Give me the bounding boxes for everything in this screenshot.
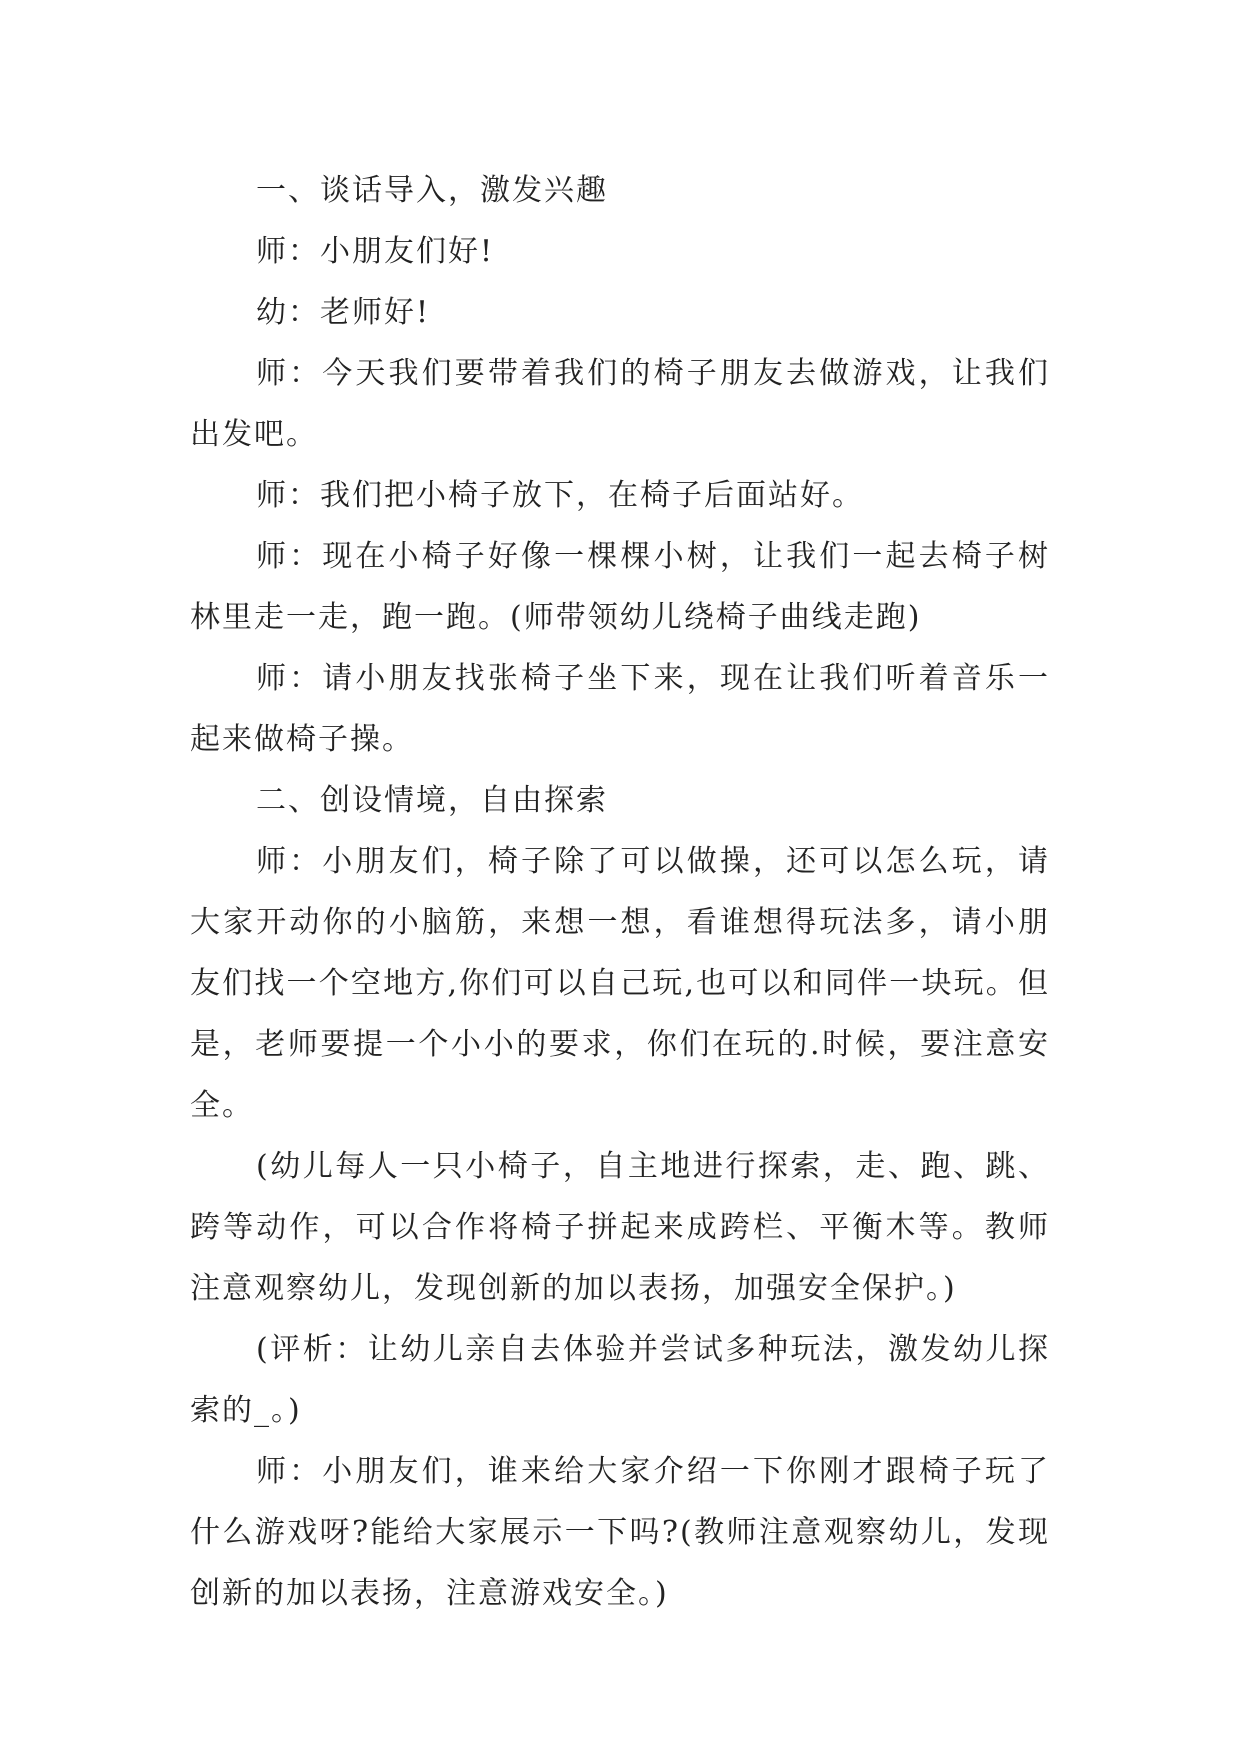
dialogue-line: 师：小朋友们，椅子除了可以做操，还可以怎么玩，请大家开动你的小脑筋，来想一想，看谁想得玩法多，请小朋友们找一个空地方,你们可以自己玩,也可以和同伴一块玩。但是，老师要提一个小小的要求，你们在玩的.时候，要注意安全。 — [190, 844, 1050, 1123]
section-heading-2: 二、创设情境，自由探索 — [256, 783, 608, 818]
section-heading-1: 一、谈话导入，激发兴趣 — [256, 173, 608, 208]
dialogue-line: 师：今天我们要带着我们的椅子朋友去做游戏，让我们出发吧。 — [190, 356, 1050, 452]
activity-note: (幼儿每人一只小椅子，自主地进行探索，走、跑、跳、跨等动作，可以合作将椅子拼起来成跨栏、平衡木等。教师注意观察幼儿，发现创新的加以表扬，加强安全保护。) — [190, 1149, 1050, 1306]
dialogue-line: 师：现在小椅子好像一棵棵小树，让我们一起去椅子树林里走一走，跑一跑。(师带领幼儿绕椅子曲线走跑) — [190, 539, 1050, 635]
dialogue-line: 师：小朋友们好! — [256, 234, 495, 269]
document-body — [190, 160, 1050, 1624]
dialogue-line: 师：我们把小椅子放下，在椅子后面站好。 — [256, 478, 864, 513]
commentary-note: (评析：让幼儿亲自去体验并尝试多种玩法，激发幼儿探索的_。) — [190, 1332, 1050, 1428]
dialogue-line: 幼：老师好! — [256, 295, 431, 330]
dialogue-line: 师：小朋友们，谁来给大家介绍一下你刚才跟椅子玩了什么游戏呀?能给大家展示一下吗?(教师注意观察幼儿，发现创新的加以表扬，注意游戏安全。) — [190, 1454, 1050, 1611]
dialogue-line: 师：请小朋友找张椅子坐下来，现在让我们听着音乐一起来做椅子操。 — [190, 661, 1050, 757]
